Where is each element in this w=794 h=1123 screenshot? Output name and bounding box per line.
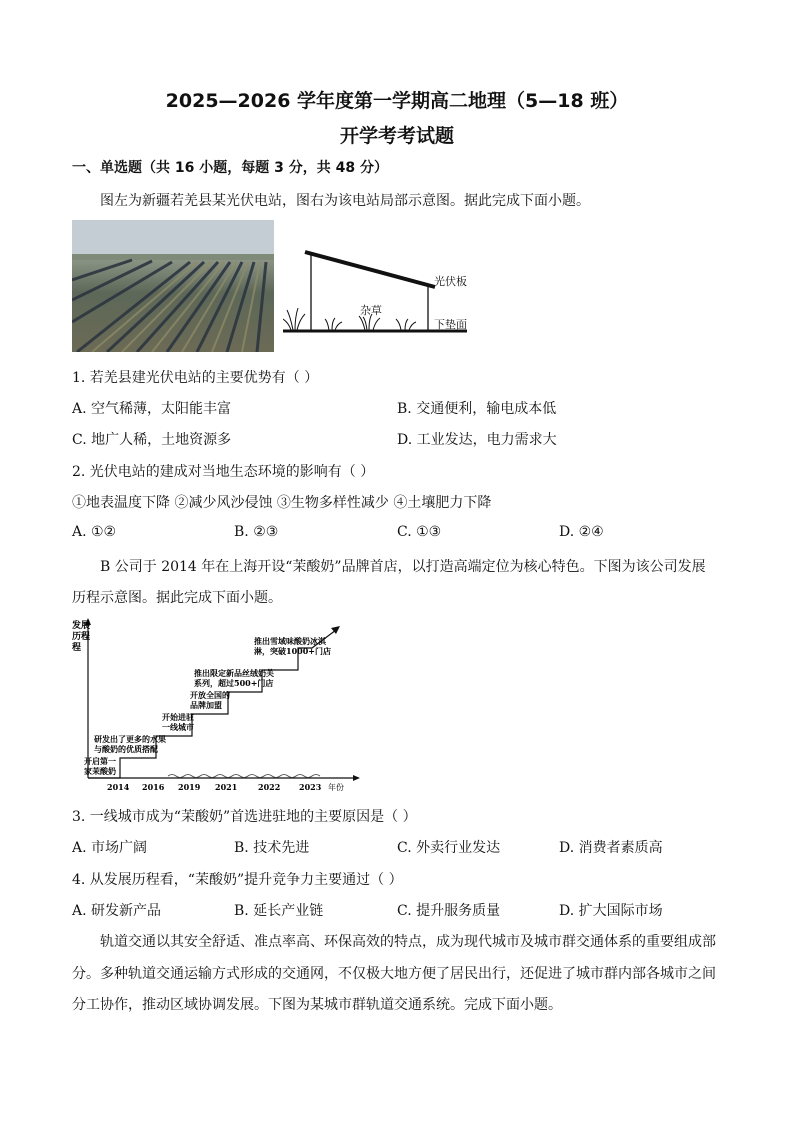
group3-line2: 分。多种轨道交通运输方式形成的交通网，不仅极大地方便了居民出行，还促进了城市群内部各城市之间 bbox=[72, 966, 716, 982]
q4-option-c: C. 提升服务质量 bbox=[397, 903, 501, 919]
q3-option-b: B. 技术先进 bbox=[234, 840, 310, 856]
q1-option-b: B. 交通便利，输电成本低 bbox=[397, 401, 557, 417]
q2-option-a: A. ①② bbox=[72, 524, 117, 540]
q2-items: ①地表温度下降 ②减少风沙侵蚀 ③生物多样性减少 ④土壤肥力下降 bbox=[72, 495, 492, 511]
label-panel: 光伏板 bbox=[434, 275, 467, 288]
q2-option-b: B. ②③ bbox=[234, 524, 279, 540]
pv-panel-board bbox=[305, 252, 435, 287]
step-label: 推出雪域味酸奶冰淇 bbox=[254, 636, 326, 646]
group3-line3: 分工协作，推动区域协调发展。下图为某城市群轨道交通系统。完成下面小题。 bbox=[72, 997, 562, 1013]
label-surface: 下垫面 bbox=[434, 318, 467, 331]
q4-stem: 4. 从发展历程看，“茉酸奶”提升竞争力主要通过（ ） bbox=[72, 872, 403, 888]
year-tick: 2014 bbox=[107, 782, 130, 792]
step-label: 一线城市 bbox=[162, 722, 194, 732]
q4-option-a: A. 研发新产品 bbox=[72, 903, 162, 919]
group3-line1: 轨道交通以其安全舒适、准点率高、环保高效的特点，成为现代城市及城市群交通体系的重要组成部 bbox=[100, 934, 716, 950]
development-chart bbox=[72, 618, 362, 794]
step-label: 开启第一 bbox=[84, 756, 116, 766]
q2-option-d: D. ②④ bbox=[559, 524, 604, 540]
y-label-line2: 历程 bbox=[72, 632, 91, 642]
step-label: 淋，突破1000+门店 bbox=[254, 646, 331, 656]
x-unit-label: 年份 bbox=[328, 783, 344, 792]
q3-option-c: C. 外卖行业发达 bbox=[397, 840, 501, 856]
x-axis-arrow-icon bbox=[353, 775, 360, 781]
year-tick: 2022 bbox=[258, 782, 281, 792]
step-label: 系列，超过500+门店 bbox=[194, 678, 274, 688]
solar-rows-drawing bbox=[72, 220, 274, 352]
q2-stem: 2. 光伏电站的建成对当地生态环境的影响有（ ） bbox=[72, 464, 375, 480]
q4-option-d: D. 扩大国际市场 bbox=[559, 903, 663, 919]
grass-icons bbox=[283, 308, 416, 330]
step-label: 品牌加盟 bbox=[190, 700, 222, 710]
y-label-line1: 发展 bbox=[72, 621, 91, 631]
step-label: 推出限定新品丝绒奶芙 bbox=[194, 668, 274, 678]
step-label: 开放全国的 bbox=[190, 690, 230, 700]
year-tick: 2023 bbox=[299, 782, 322, 792]
page-title: 2025—2026 学年度第一学期高二地理（5—18 班） bbox=[165, 90, 629, 112]
step-label: 家茉酸奶 bbox=[84, 766, 116, 776]
solar-farm-photo bbox=[72, 220, 274, 352]
q2-option-c: C. ①③ bbox=[397, 524, 442, 540]
group1-intro: 图左为新疆若羌县某光伏电站，图右为该电站局部示意图。据此完成下面小题。 bbox=[100, 193, 590, 209]
group2-intro-line1: B 公司于 2014 年在上海开设“茉酸奶”品牌首店，以打造高端定位为核心特色。下图为该公司发展 bbox=[100, 559, 706, 575]
year-tick: 2019 bbox=[178, 782, 201, 792]
year-tick: 2021 bbox=[215, 782, 238, 792]
section-heading: 一、单选题（共 16 小题，每题 3 分，共 48 分） bbox=[72, 160, 388, 176]
q1-option-c: C. 地广人稀，土地资源多 bbox=[72, 432, 232, 448]
baseline-wave bbox=[168, 775, 320, 778]
q3-stem: 3. 一线城市成为“茉酸奶”首选进驻地的主要原因是（ ） bbox=[72, 809, 417, 825]
step-label: 开始进驻 bbox=[162, 712, 194, 722]
step-label: 与酸奶的优质搭配 bbox=[94, 744, 158, 754]
q3-option-a: A. 市场广阔 bbox=[72, 840, 148, 856]
label-grass: 杂草 bbox=[360, 304, 382, 317]
q3-option-d: D. 消费者素质高 bbox=[559, 840, 663, 856]
page-subtitle: 开学考考试题 bbox=[339, 125, 454, 147]
year-tick: 2016 bbox=[142, 782, 165, 792]
step-label: 研发出了更多的水果 bbox=[94, 734, 166, 744]
y-label-line3: 程 bbox=[72, 643, 82, 653]
group2-intro-line2: 历程示意图。据此完成下面小题。 bbox=[72, 590, 282, 606]
q1-stem: 1. 若羌县建光伏电站的主要优势有（ ） bbox=[72, 370, 319, 386]
q4-option-b: B. 延长产业链 bbox=[234, 903, 324, 919]
q1-option-d: D. 工业发达，电力需求大 bbox=[397, 432, 557, 448]
q1-option-a: A. 空气稀薄，太阳能丰富 bbox=[72, 401, 232, 417]
